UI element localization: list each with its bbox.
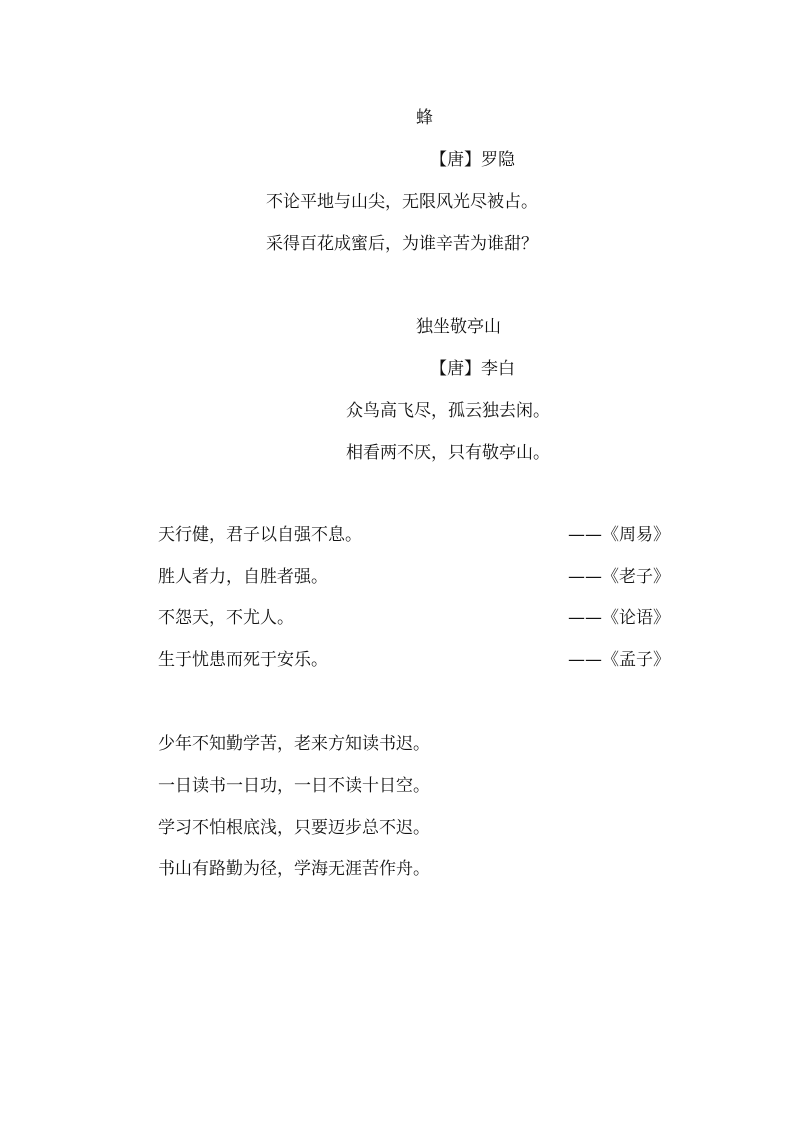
saying-2: 一日读书一日功，一日不读十日空。 [158,776,430,796]
quote-source-2: ——《老子》 [568,567,670,587]
quote-source-3: ——《论语》 [568,608,670,628]
quote-text-2: 胜人者力，自胜者强。 [158,567,328,587]
saying-4: 书山有路勤为径，学海无涯苦作舟。 [158,859,430,879]
poem-2-line-2: 相看两不厌，只有敬亭山。 [346,443,550,463]
saying-3: 学习不怕根底浅，只要迈步总不迟。 [158,818,430,838]
poem-1-author: 【唐】罗隐 [430,150,515,170]
poem-2-title: 独坐敬亭山 [416,317,501,337]
poem-1-title: 蜂 [416,108,433,128]
poem-1-line-1: 不论平地与山尖，无限风光尽被占。 [266,192,538,212]
poem-2-author: 【唐】李白 [430,359,515,379]
quote-text-3: 不怨天，不尤人。 [158,608,294,628]
quote-text-1: 天行健，君子以自强不息。 [158,525,362,545]
poem-2-line-1: 众鸟高飞尽，孤云独去闲。 [346,401,550,421]
saying-1: 少年不知勤学苦，老来方知读书迟。 [158,734,430,754]
quote-text-4: 生于忧患而死于安乐。 [158,650,328,670]
quote-source-1: ——《周易》 [568,525,670,545]
poem-1-line-2: 采得百花成蜜后，为谁辛苦为谁甜？ [266,234,538,254]
quote-source-4: ——《孟子》 [568,650,670,670]
